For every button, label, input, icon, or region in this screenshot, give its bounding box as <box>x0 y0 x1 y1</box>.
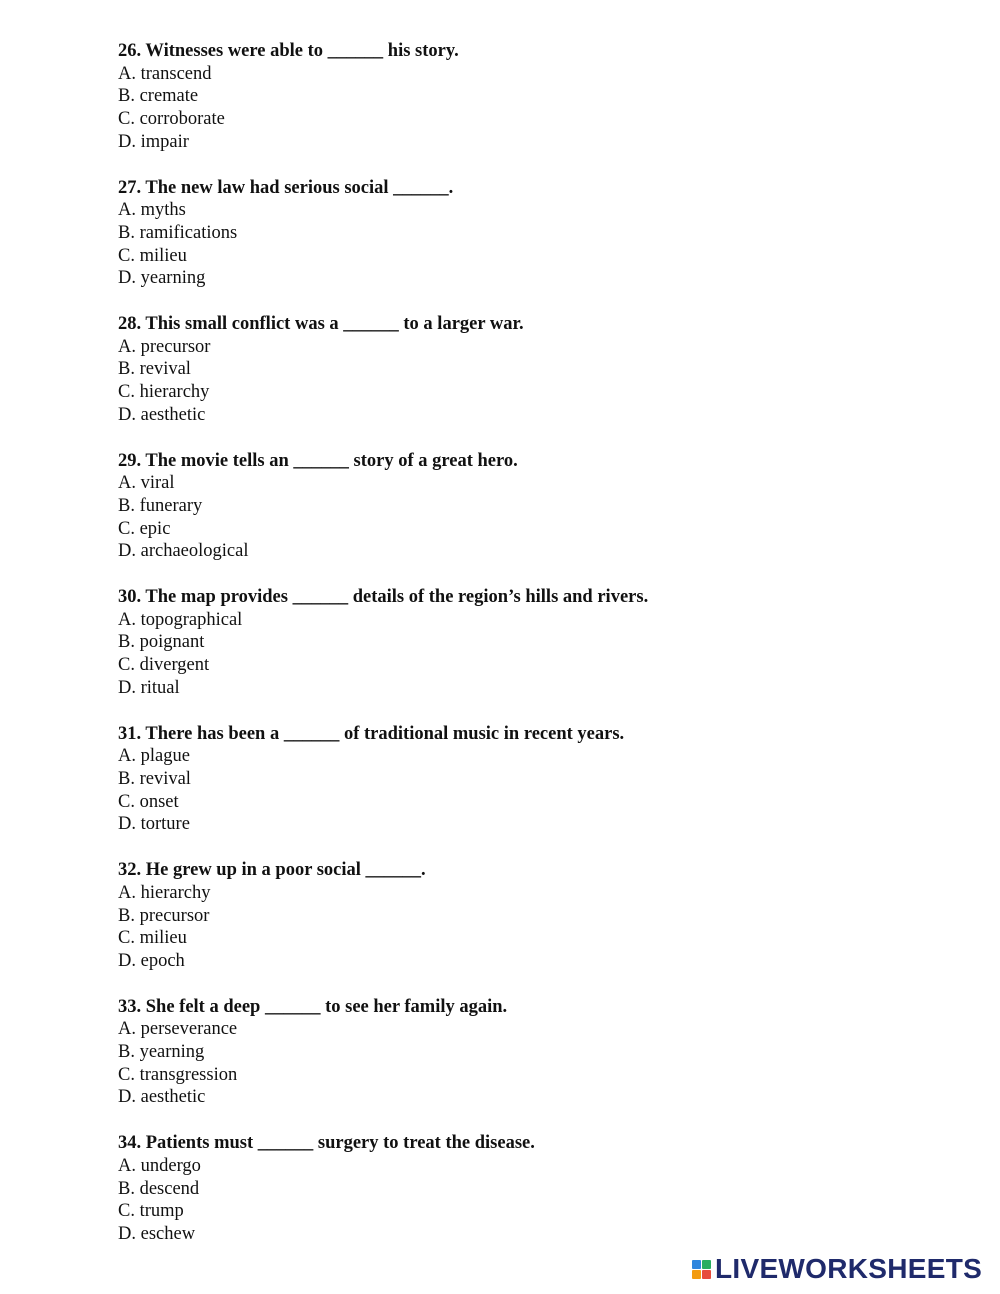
option-a[interactable]: A. transcend <box>118 63 212 84</box>
question-32 <box>118 859 938 973</box>
question-27 <box>118 177 938 291</box>
logo-square-red <box>702 1270 711 1279</box>
question-stem: 33. She felt a deep ______ to see her family again. <box>118 996 508 1017</box>
option-d[interactable]: D. yearning <box>118 268 206 289</box>
option-d[interactable]: D. aesthetic <box>118 1087 206 1108</box>
question-29 <box>118 450 938 564</box>
question-stem: 26. Witnesses were able to ______ his story. <box>118 41 459 61</box>
option-d[interactable]: D. ritual <box>118 677 180 698</box>
worksheet-page <box>118 40 938 1269</box>
option-a[interactable]: A. topographical <box>118 609 243 630</box>
option-b[interactable]: B. precursor <box>118 905 210 926</box>
option-b[interactable]: B. yearning <box>118 1042 205 1063</box>
option-d[interactable]: D. eschew <box>118 1223 196 1244</box>
logo-square-orange <box>692 1270 701 1279</box>
option-c[interactable]: C. onset <box>118 791 179 812</box>
question-stem: 32. He grew up in a poor social ______. <box>118 860 426 881</box>
logo-square-blue <box>692 1260 701 1269</box>
option-d[interactable]: D. torture <box>118 814 190 835</box>
option-b[interactable]: B. revival <box>118 768 191 789</box>
liveworksheets-brand <box>692 1254 982 1284</box>
option-c[interactable]: C. hierarchy <box>118 382 210 403</box>
question-stem: 34. Patients must ______ surgery to treat the disease. <box>118 1133 535 1154</box>
option-a[interactable]: A. perseverance <box>118 1019 238 1040</box>
question-28 <box>118 313 938 427</box>
option-d[interactable]: D. archaeological <box>118 541 249 562</box>
option-b[interactable]: B. poignant <box>118 632 205 653</box>
question-31 <box>118 723 938 837</box>
option-a[interactable]: A. undergo <box>118 1155 201 1176</box>
option-a[interactable]: A. precursor <box>118 336 211 357</box>
option-c[interactable]: C. milieu <box>118 928 187 949</box>
option-d[interactable]: D. aesthetic <box>118 404 206 425</box>
option-c[interactable]: C. corroborate <box>118 109 225 130</box>
option-d[interactable]: D. impair <box>118 131 189 152</box>
option-b[interactable]: B. revival <box>118 359 191 380</box>
option-c[interactable]: C. trump <box>118 1201 184 1222</box>
question-stem: 30. The map provides ______ details of the region’s hills and rivers. <box>118 587 649 608</box>
option-b[interactable]: B. funerary <box>118 495 203 516</box>
option-a[interactable]: A. myths <box>118 200 186 221</box>
option-a[interactable]: A. viral <box>118 473 175 494</box>
question-stem: 27. The new law had serious social ______. <box>118 177 454 198</box>
option-d[interactable]: D. epoch <box>118 950 185 971</box>
question-34 <box>118 1132 938 1246</box>
question-stem: 31. There has been a ______ of traditional music in recent years. <box>118 723 625 744</box>
brand-name: LIVEWORKSHEETS <box>715 1253 983 1284</box>
option-c[interactable]: C. milieu <box>118 245 187 266</box>
option-a[interactable]: A. hierarchy <box>118 882 211 903</box>
question-30 <box>118 586 938 700</box>
logo-square-green <box>702 1260 711 1269</box>
question-stem: 28. This small conflict was a ______ to a larger war. <box>118 314 524 335</box>
option-a[interactable]: A. plague <box>118 746 190 767</box>
option-b[interactable]: B. cremate <box>118 86 199 107</box>
liveworksheets-logo-icon <box>692 1260 711 1279</box>
option-c[interactable]: C. epic <box>118 518 171 539</box>
option-b[interactable]: B. descend <box>118 1178 200 1199</box>
question-26 <box>118 40 938 154</box>
question-stem: 29. The movie tells an ______ story of a great hero. <box>118 450 518 471</box>
option-c[interactable]: C. divergent <box>118 655 210 676</box>
option-b[interactable]: B. ramifications <box>118 222 238 243</box>
question-33 <box>118 996 938 1110</box>
option-c[interactable]: C. transgression <box>118 1064 238 1085</box>
